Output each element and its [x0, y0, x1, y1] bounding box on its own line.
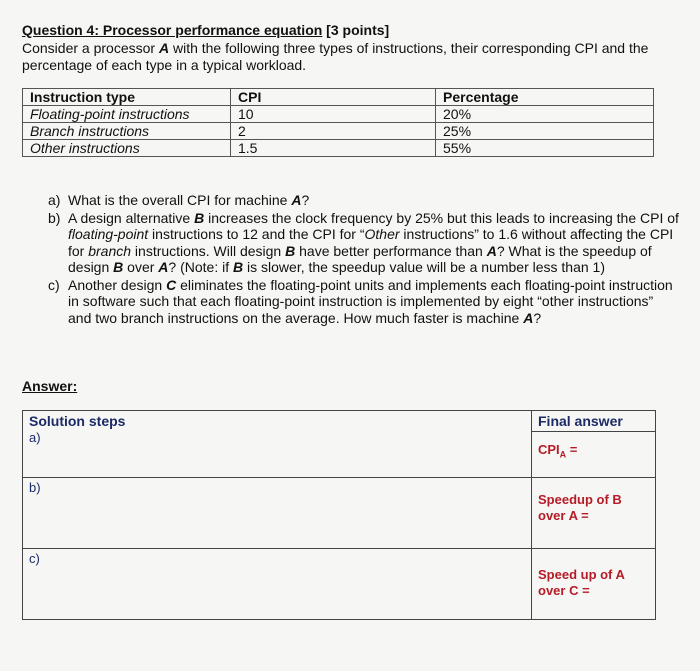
row-label: a) [29, 430, 41, 445]
solution-row-c [23, 549, 656, 620]
final-answer-label-a: $CPI_A$ = [538, 442, 578, 460]
instruction-type-cell: Branch instructions [30, 123, 150, 139]
header-cpi: CPI [231, 89, 436, 106]
instruction-table [22, 88, 654, 157]
question-intro: Consider a processor A with the following three types of instructions, their corresponding CPI and the percentage of each type in a typical workload. [22, 40, 649, 73]
cpi-cell: 1.5 [231, 140, 436, 157]
part-marker: c) [48, 276, 60, 293]
table-header-row [23, 89, 654, 106]
table-row [23, 140, 654, 157]
part-c: c) Another design C eliminates the floating-point units and implements each floating-point instruction in software such that each floating-point instruction is implemented by eight “other instructions” and two branch instructions on the average. How much faster is machine A? [48, 276, 673, 326]
part-marker: b) [48, 209, 61, 226]
instruction-type-cell: Floating-point instructions [30, 106, 190, 122]
cpi-cell: 10 [231, 106, 436, 123]
percentage-cell: 25% [436, 123, 654, 140]
part-marker: a) [48, 192, 61, 208]
solution-row-a [23, 411, 656, 478]
cpi-cell: 2 [231, 123, 436, 140]
answer-label: Answer: [22, 378, 78, 394]
final-answer-label-b: Speedup of B over A = [538, 492, 622, 523]
row-label: c) [29, 551, 40, 566]
part-b: b) A design alternative B increases the clock frequency by 25% but this leads to increasing the CPI of floating-point instructions to 12 and the CPI for “Other instructions” to 1.6 without affecting the CPI for branch instructions. Will design B have better performance than A? What is the speedup of design B over A? (Note: if B is slower, the speedup value will be a number less than 1) [48, 209, 679, 275]
percentage-cell: 20% [436, 106, 654, 123]
header-instruction-type: Instruction type [23, 89, 231, 106]
solution-cell-b[interactable] [23, 478, 532, 549]
table-row [23, 106, 654, 123]
solution-steps-header: Solution steps [29, 413, 126, 429]
header-percentage: Percentage [436, 89, 654, 106]
final-answer-label-c: Speed up of A over C = [538, 567, 625, 598]
instruction-type-cell: Other instructions [30, 140, 140, 156]
final-answer-cell-a[interactable] [532, 411, 656, 478]
solution-cell-c[interactable] [23, 549, 532, 620]
solution-table [22, 410, 656, 620]
final-answer-cell-b[interactable] [532, 478, 656, 549]
solution-cell-a[interactable] [23, 411, 532, 478]
table-row [23, 123, 654, 140]
final-answer-header: Final answer [532, 411, 655, 432]
question-parts [0, 192, 680, 327]
percentage-cell: 55% [436, 140, 654, 157]
part-a: a) What is the overall CPI for machine A? [48, 192, 310, 208]
question-title: Question 4: Processor performance equation [3 points] [22, 22, 390, 38]
final-answer-cell-c[interactable] [532, 549, 656, 620]
row-label: b) [29, 480, 41, 495]
solution-row-b [23, 478, 656, 549]
